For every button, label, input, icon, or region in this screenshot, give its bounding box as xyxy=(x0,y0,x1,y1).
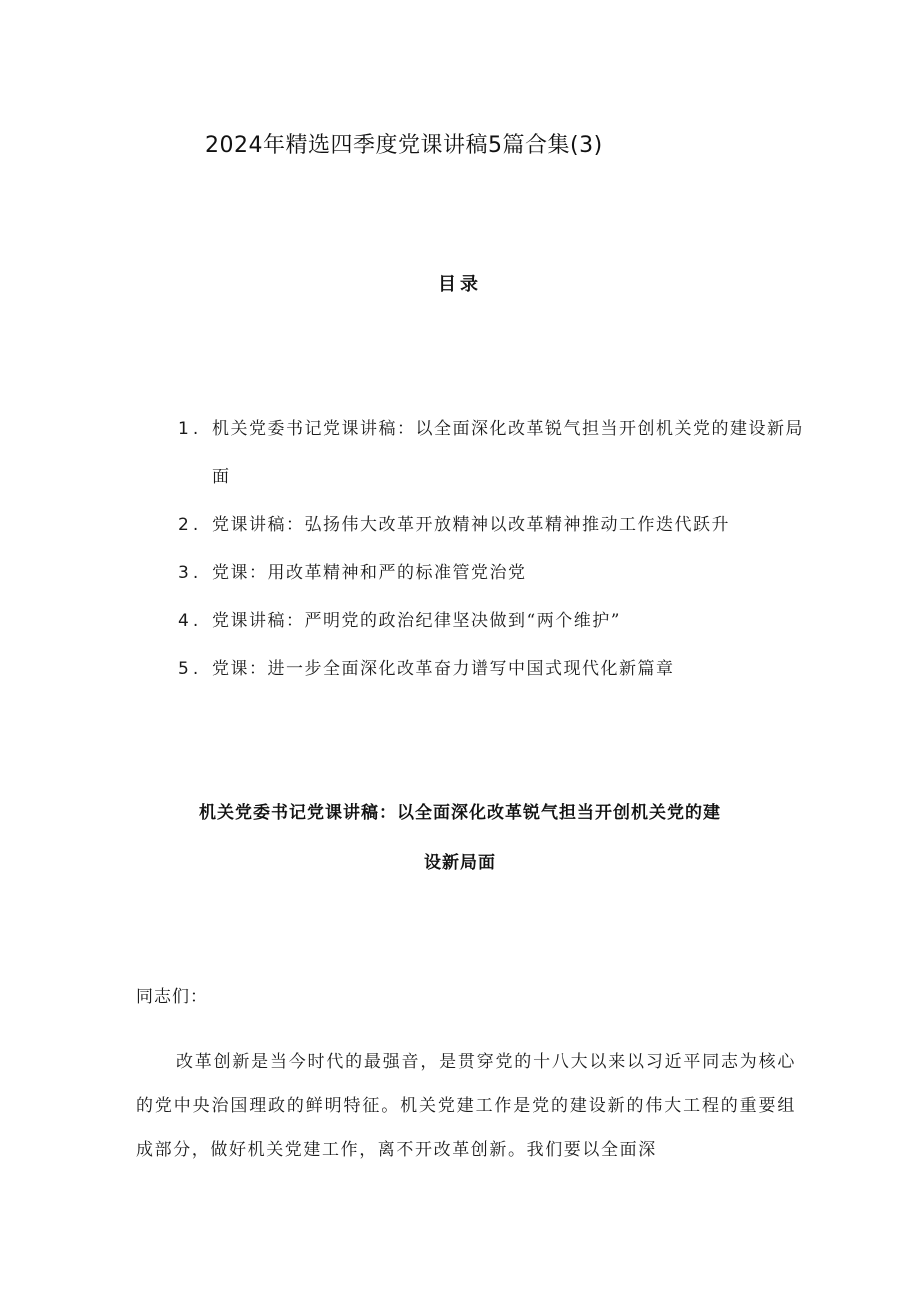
toc-item-text: 党课：用改革精神和严的标准管党治党 xyxy=(212,563,527,583)
toc-heading: 目录 xyxy=(438,274,482,295)
body-paragraph: 改革创新是当今时代的最强音，是贯穿党的十八大以来以习近平同志为核心的党中央治国理政的鲜明特征。机关党建工作是党的建设新的伟大工程的重要组成部分，做好机关党建工作，离不开改革创新。我们要以全面深 xyxy=(136,1052,796,1160)
section-title-line: 机关党委书记党课讲稿：以全面深化改革锐气担当开创机关党的建 xyxy=(199,803,721,823)
toc-item[interactable] xyxy=(178,597,818,645)
section-title xyxy=(140,788,780,888)
toc-item[interactable] xyxy=(178,405,818,501)
toc-item-text: 党课讲稿：严明党的政治纪律坚决做到“两个维护” xyxy=(212,611,621,631)
toc-item-number: 5. xyxy=(178,659,203,679)
document-title: 2024年精选四季度党课讲稿5篇合集(3) xyxy=(205,133,603,158)
toc-item-number: 4. xyxy=(178,611,203,631)
toc-item-number: 1. xyxy=(178,419,203,439)
toc-item-text: 党课讲稿：弘扬伟大改革开放精神以改革精神推动工作迭代跃升 xyxy=(212,515,730,535)
salutation: 同志们： xyxy=(136,987,208,1007)
toc-item-number: 3. xyxy=(178,563,203,583)
toc-item-text: 机关党委书记党课讲稿：以全面深化改革锐气担当开创机关党的建设新局面 xyxy=(212,419,804,487)
toc-item-number: 2. xyxy=(178,515,203,535)
table-of-contents xyxy=(178,405,818,693)
toc-item[interactable] xyxy=(178,645,818,693)
toc-item[interactable] xyxy=(178,501,818,549)
section-title-line: 设新局面 xyxy=(424,853,496,873)
toc-item[interactable] xyxy=(178,549,818,597)
toc-item-text: 党课：进一步全面深化改革奋力谱写中国式现代化新篇章 xyxy=(212,659,675,679)
